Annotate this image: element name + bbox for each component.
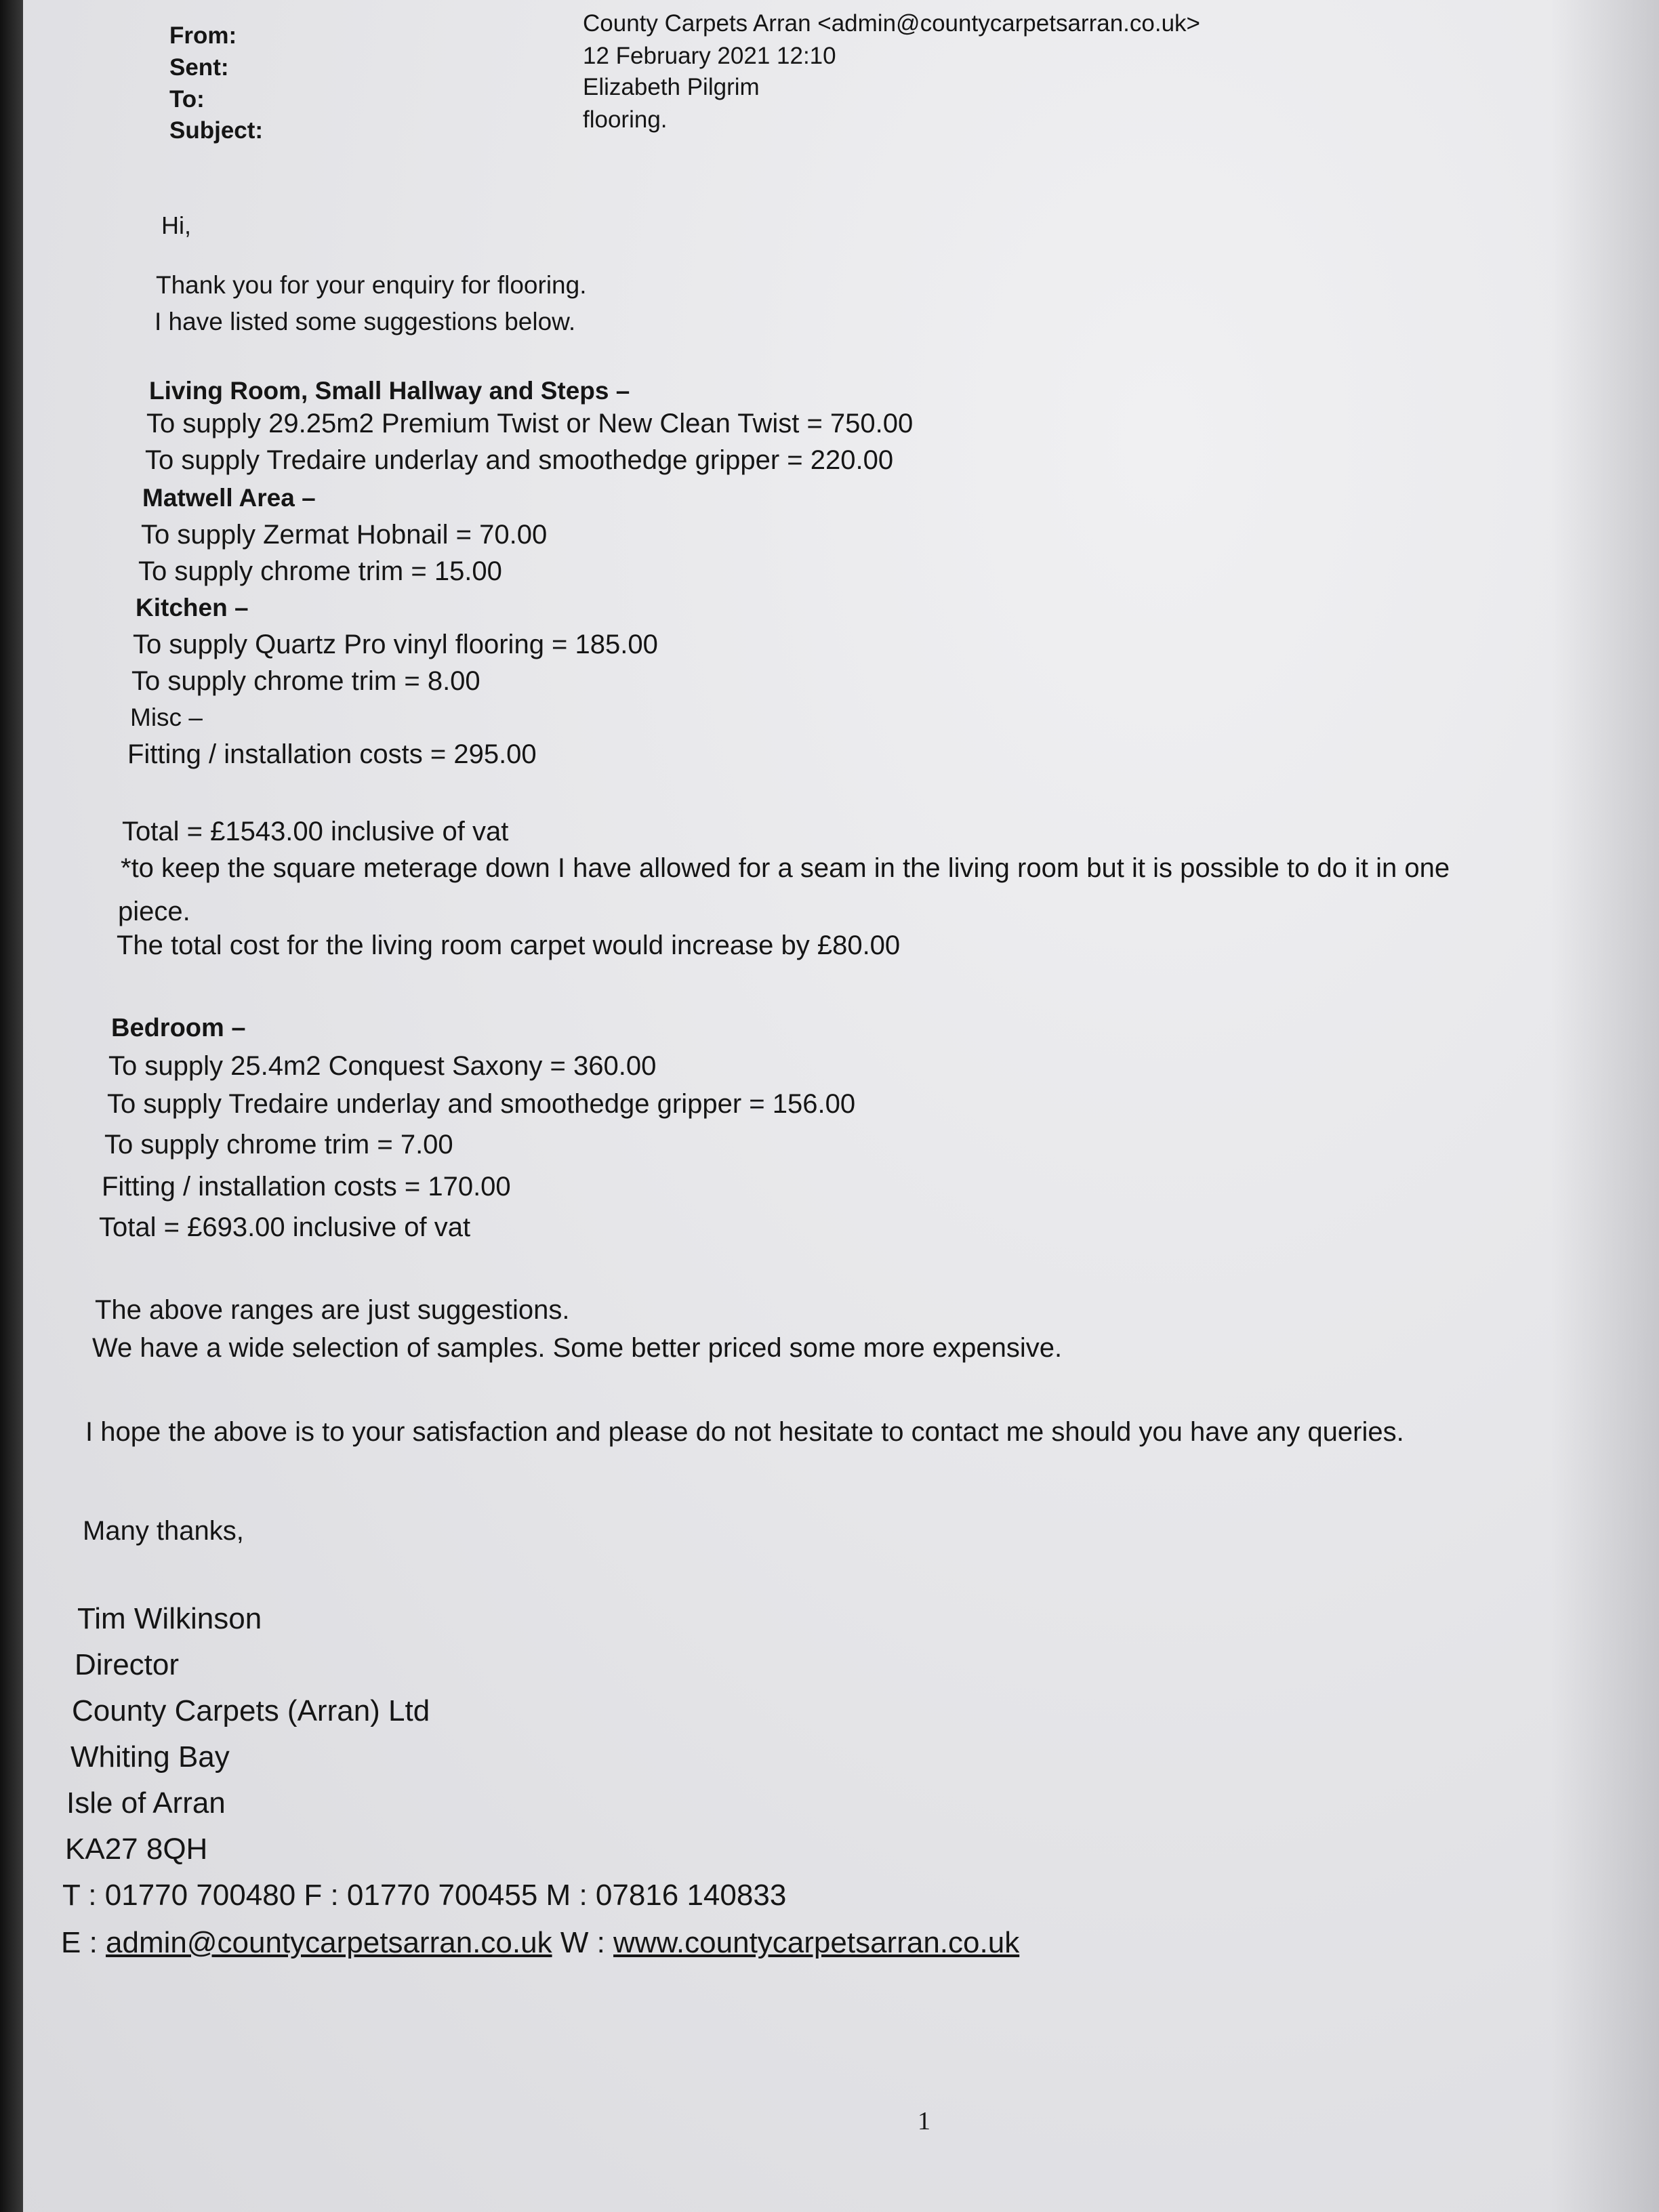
from-label: From: [169,22,237,49]
page-edge-shadow [0,0,23,2212]
signature-name: Tim Wilkinson [77,1602,262,1635]
to-value: Elizabeth Pilgrim [583,74,760,100]
from-value: County Carpets Arran <admin@countycarpetsarran.co.uk> [583,10,1200,37]
email-link[interactable]: admin@countycarpetsarran.co.uk [106,1926,552,1959]
website-link[interactable]: www.countycarpetsarran.co.uk [613,1926,1020,1959]
to-label: To: [169,86,205,112]
signature-phones: T : 01770 700480 F : 01770 700455 M : 07816 140833 [62,1879,787,1912]
signature-contact-line [61,1925,1019,1961]
living-room-line-1: To supply 29.25m2 Premium Twist or New Clean Twist = 750.00 [146,409,914,438]
bedroom-line-3: To supply chrome trim = 7.00 [104,1130,453,1160]
total-living: Total = £1543.00 inclusive of vat [122,817,509,846]
matwell-heading: Matwell Area – [142,484,316,512]
web-label: W : [560,1926,605,1959]
seam-note-line-1: *to keep the square meterage down I have allowed for a seam in the living room but it is possible to do it in one [121,853,1450,883]
misc-line-1: Fitting / installation costs = 295.00 [127,739,537,769]
signature-company: County Carpets (Arran) Ltd [72,1694,430,1727]
kitchen-line-1: To supply Quartz Pro vinyl flooring = 185.00 [133,630,658,659]
signature-title: Director [75,1648,180,1681]
kitchen-heading: Kitchen – [136,594,249,621]
intro-line-1: Thank you for your enquiry for flooring. [156,271,587,299]
closing-line: I hope the above is to your satisfaction and please do not hesitate to contact me should you have any queries. [85,1417,1404,1447]
living-room-line-2: To supply Tredaire underlay and smoothedge gripper = 220.00 [145,445,894,475]
signature-postcode: KA27 8QH [65,1832,208,1866]
sent-label: Sent: [169,54,229,81]
signature-address-1: Whiting Bay [70,1740,230,1774]
sent-value: 12 February 2021 12:10 [583,43,836,69]
ranges-line-2: We have a wide selection of samples. Some better priced some more expensive. [92,1333,1063,1363]
misc-heading: Misc – [130,703,203,731]
seam-note-line-3: The total cost for the living room carpet would increase by £80.00 [117,930,901,960]
bedroom-heading: Bedroom – [111,1014,246,1042]
many-thanks: Many thanks, [83,1516,244,1546]
living-room-heading: Living Room, Small Hallway and Steps – [149,377,630,405]
matwell-line-2: To supply chrome trim = 15.00 [138,556,502,586]
bedroom-total: Total = £693.00 inclusive of vat [99,1212,471,1242]
signature-address-2: Isle of Arran [66,1786,226,1820]
seam-note-line-2: piece. [118,897,190,926]
email-label: E : [61,1926,98,1959]
ranges-line-1: The above ranges are just suggestions. [95,1295,570,1325]
bedroom-line-2: To supply Tredaire underlay and smoothedge gripper = 156.00 [107,1089,856,1119]
bedroom-line-1: To supply 25.4m2 Conquest Saxony = 360.00 [108,1051,657,1081]
subject-value: flooring. [583,106,668,133]
greeting: Hi, [161,211,191,239]
subject-label: Subject: [169,117,264,144]
bedroom-line-4: Fitting / installation costs = 170.00 [102,1172,511,1202]
intro-line-2: I have listed some suggestions below. [155,308,576,335]
kitchen-line-2: To supply chrome trim = 8.00 [131,666,480,696]
matwell-line-1: To supply Zermat Hobnail = 70.00 [141,520,548,550]
page-number: 1 [918,2107,930,2135]
